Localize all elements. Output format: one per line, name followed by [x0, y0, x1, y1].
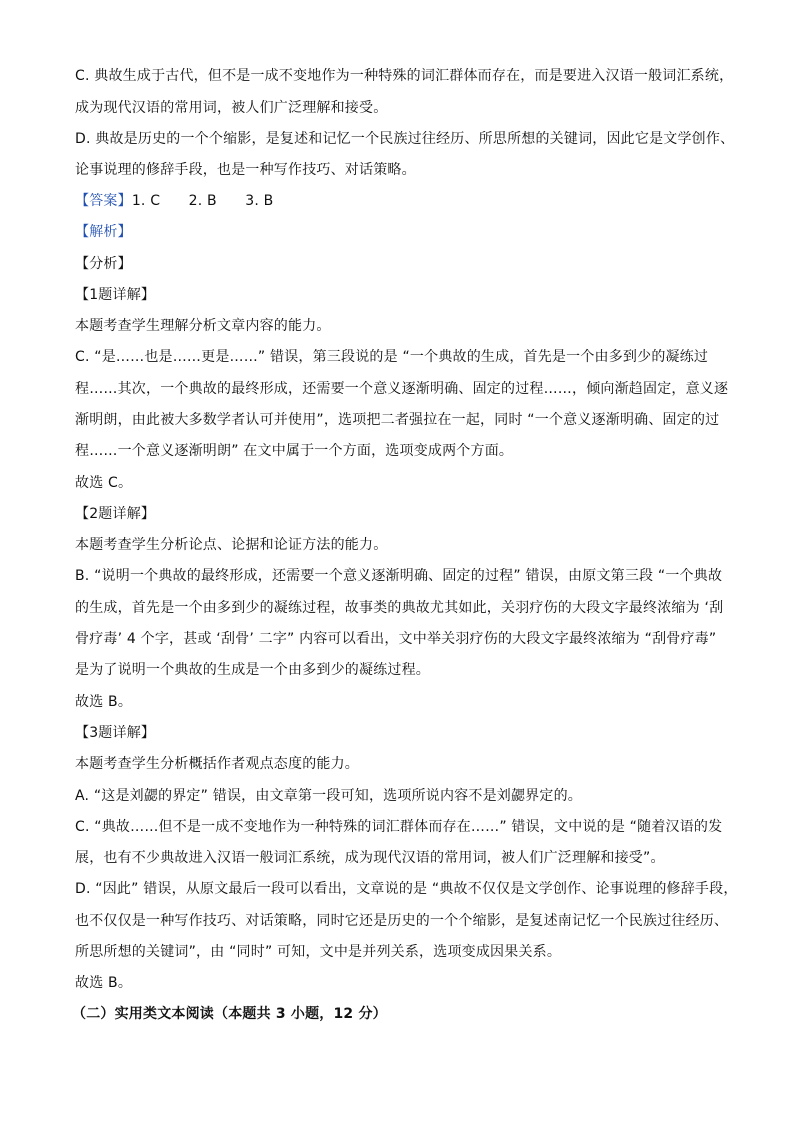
text-line: 骨疗毒’ 4 个字，甚或 ‘刮骨’ 二字” 内容可以看出，文中举关羽疗伤的大段文字最终浓缩为 “刮骨疗毒” — [75, 631, 717, 647]
text-line: C. 典故生成于古代，但不是一成不变地作为一种特殊的词汇群体而存在，而是要进入汉语一般词汇系统， — [75, 68, 734, 84]
text-line: 论事说理的修辞手段，也是一种写作技巧、对话策略。 — [75, 162, 416, 178]
text-line: 成为现代汉语的常用词，被人们广泛理解和接受。 — [75, 100, 388, 116]
text-line: 也不仅仅是一种写作技巧、对话策略，同时它还是历史的一个个缩影，是复述南记忆一个民族过往经历、 — [75, 913, 729, 929]
text-line: 展，也有不少典故进入汉语一般词汇系统，成为现代汉语的常用词，被人们广泛理解和接受”。 — [75, 850, 665, 866]
text-line: 所思所想的关键词”，由 “同时” 可知，文中是并列关系，选项变成因果关系。 — [75, 944, 562, 960]
text-line: 的生成，首先是一个由多到少的凝练过程，故事类的典故尤其如此，关羽疗伤的大段文字最终浓缩为 ‘刮 — [75, 600, 724, 616]
text-line: 程……一个意义逐渐明朗” 在文中属于一个方面，选项变成两个方面。 — [75, 443, 514, 459]
text-line: D. “因此” 错误，从原文最后一段可以看出，文章说的是 “典故不仅仅是文学创作、论事说理的修辞手段， — [75, 881, 738, 897]
section-heading: （二）实用类文本阅读（本题共 3 小题，12 分） — [72, 1006, 387, 1022]
answer-line — [75, 192, 273, 210]
text-line: 程……其次，一个典故的最终形成，还需要一个意义逐渐明确、固定的过程……，倾向渐趋固定，意义逐 — [75, 381, 729, 397]
section-label-q3: 【3题详解】 — [75, 725, 156, 741]
text-line: 渐明朗，由此被大多数学者认可并使用”，选项把二者强拉在一起，同时 “一个意义逐渐明确、固定的过 — [75, 412, 720, 428]
text-line: 本题考查学生理解分析文章内容的能力。 — [75, 318, 331, 334]
text-line: D. 典故是历史的一个个缩影，是复述和记忆一个民族过往经历、所思所想的关键词，因此它是文学创作、 — [75, 131, 735, 147]
text-line: A. “这是刘勰的界定” 错误，由文章第一段可知，选项所说内容不是刘勰界定的。 — [75, 788, 582, 804]
choice-line: 故选 B。 — [75, 975, 133, 991]
section-label-q2: 【2题详解】 — [75, 506, 156, 522]
choice-line: 故选 C。 — [75, 475, 133, 491]
section-label-breakdown: 【分析】 — [75, 256, 132, 272]
section-label-q1: 【1题详解】 — [75, 287, 156, 303]
text-line: 本题考查学生分析论点、论据和论证方法的能力。 — [75, 537, 388, 553]
answer-label: 【答案】 — [75, 193, 132, 209]
text-line: B. “说明一个典故的最终形成，还需要一个意义逐渐明确、固定的过程” 错误，由原文第三段 “一个典故 — [75, 568, 723, 584]
text-line: C. “典故……但不是一成不变地作为一种特殊的词汇群体而存在……” 错误，文中说的是 “随着汉语的发 — [75, 819, 723, 835]
section-label-analysis: 【解析】 — [75, 224, 132, 240]
answer-values: 1. C 2. B 3. B — [131, 193, 274, 209]
choice-line: 故选 B。 — [75, 694, 133, 710]
text-line: 本题考查学生分析概括作者观点态度的能力。 — [75, 756, 359, 772]
text-line: C. “是……也是……更是……” 错误，第三段说的是 “一个典故的生成，首先是一个由多到少的凝练过 — [75, 349, 709, 365]
text-line: 是为了说明一个典故的生成是一个由多到少的凝练过程。 — [75, 662, 430, 678]
